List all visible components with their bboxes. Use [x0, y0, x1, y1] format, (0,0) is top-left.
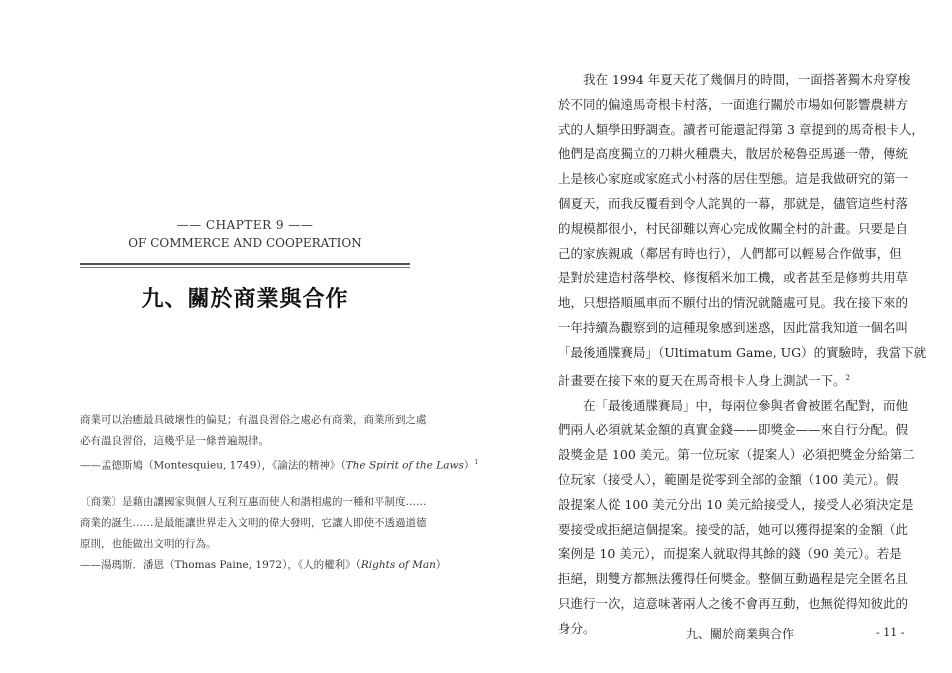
title-rule-thick	[80, 263, 410, 265]
running-footer-title: 九、關於商業與合作	[686, 627, 795, 641]
body-line: 案例是 10 美元），而提案人就取得其餘的錢（90 美元）。若是	[558, 546, 902, 562]
body-line: 設提案人從 100 美元分出 10 美元給接受人，接受人必須決定是	[558, 496, 914, 512]
epigraph-line: 原則，也能做出文明的行為。	[80, 538, 217, 550]
body-line-text: 計畫要在接下來的夏天在馬奇根卡人身上測試一下。	[558, 372, 846, 388]
body-line: 位玩家（接受人），範圍是從零到全部的金額（100 美元）。假	[558, 471, 899, 487]
body-line: 們兩人必須就某金額的真實金錢——即獎金——來自行分配。假	[558, 422, 909, 438]
body-line: 「最後通牒賽局」（Ultimatum Game, UG）的實驗時，我當下就	[558, 344, 927, 360]
body-line: 設獎金是 100 美元。第一位玩家（提案人）必須把獎金分給第二	[558, 447, 915, 463]
attribution-author: ——湯瑪斯．潘恩（Thomas Paine, 1972），《人的權利》（	[80, 559, 361, 571]
body-line: 地，只想搭順風車而不願付出的情況就隨處可見。我在接下來的	[558, 295, 909, 311]
attribution-close: ）	[463, 459, 475, 472]
epigraph-line: 商業的誕生……是最能讓世界走入文明的偉大發明，它讓人即使不透過道德	[80, 517, 427, 529]
chapter-title: 九、關於商業與合作	[141, 286, 349, 312]
body-line: 於不同的偏遠馬奇根卡村落，一面進行關於市場如何影響農耕方	[558, 96, 909, 112]
body-line: 一年持續為觀察到的這種現象感到迷惑，因此當我知道一個名叫	[558, 319, 909, 335]
body-line: 的規模都很小，村民卻難以齊心完成攸關全村的計畫。只要是自	[558, 220, 909, 236]
chapter-english-title: OF COMMERCE AND COOPERATION	[128, 236, 362, 250]
title-rule-thin	[80, 267, 410, 268]
footnote-marker: 2	[845, 373, 850, 382]
body-line: 是對於建造村落學校、修復稻米加工機，或者甚至是修剪共用草	[558, 270, 909, 286]
body-line: 只進行一次，這意味著兩人之後不會再互動，也無從得知彼此的	[558, 595, 909, 611]
page-number: - 11 -	[876, 626, 905, 639]
body-line: 式的人類學田野調查。讀者可能還記得第 3 章提到的馬奇根卡人，	[558, 121, 924, 137]
epigraph-line: 商業可以治癒最具破壞性的偏見；有溫良習俗之處必有商業，商業所到之處	[80, 414, 427, 426]
attribution-close: ）	[435, 559, 447, 571]
epigraph-paine	[80, 492, 447, 576]
body-line: 個夏天，而我反覆看到令人詫異的一幕，那就是，儘管這些村落	[558, 195, 909, 211]
epigraph-line: 必有溫良習俗，這幾乎是一條普遍規律。	[80, 435, 269, 447]
attribution-author: ——孟德斯鳩（Montesquieu, 1749），《論法的精神》（	[80, 459, 346, 472]
epigraph-montesquieu	[80, 410, 479, 477]
epigraph-line: 〔商業〕是藉由讓國家與個人互利互惠而使人和諧相處的一種和平制度……	[80, 496, 427, 508]
body-line: 身分。	[558, 620, 596, 636]
body-line: 我在 1994 年夏天花了幾個月的時間，一面搭著獨木舟穿梭	[583, 72, 911, 87]
body-line: 上是核心家庭或家庭式小村落的居住型態。這是我做研究的第一	[558, 171, 909, 187]
chapter-label: —— CHAPTER 9 ——	[176, 218, 314, 232]
attribution-work-title: The Spirit of the Laws	[345, 459, 464, 472]
body-line: 他們是高度獨立的刀耕火種農夫，散居於秘魯亞馬遜一帶，傳統	[558, 146, 909, 162]
epigraph-attribution	[80, 452, 479, 477]
epigraph-attribution	[80, 555, 447, 576]
footnote-marker: 1	[474, 459, 479, 466]
body-line	[558, 366, 876, 394]
body-line: 在「最後通牒賽局」中，每兩位參與者會被匿名配對，而他	[583, 397, 909, 413]
body-line: 要接受或拒絕這個提案。接受的話，她可以獲得提案的金額（此	[558, 521, 909, 537]
body-line: 拒絕，則雙方都無法獲得任何獎金。整個互動過程是完全匿名且	[558, 571, 909, 587]
body-line: 己的家族親戚（鄰居有時也行），人們都可以輕易合作做事，但	[558, 245, 902, 261]
attribution-work-title: Rights of Man	[360, 559, 436, 571]
